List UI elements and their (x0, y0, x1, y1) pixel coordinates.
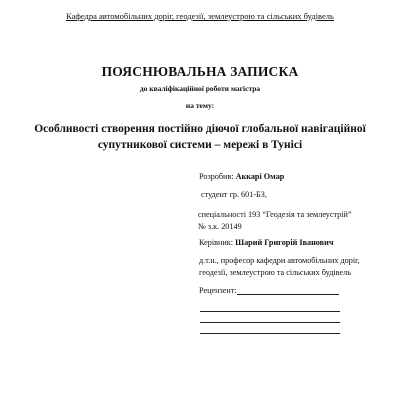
thesis-topic (20, 121, 380, 153)
author-record-book: № з.к. 20149 (198, 222, 242, 231)
author-name: Аккарі Омар (235, 172, 285, 181)
topic-intro: на тему: (185, 101, 215, 110)
reviewer-signature-line (237, 294, 339, 295)
thesis-topic-line-1: Особливості створення постійно діючої глобальної навігаційної (34, 123, 366, 135)
supervisor-row (199, 238, 333, 247)
author-specialty: спеціальності 193 “Геодезія та землеустрій” (198, 210, 352, 219)
supervisor-position-line-2: геодезії, землеустрою та сільських будівель (199, 268, 351, 277)
supervisor-position-line-1: д.т.н., професор кафедри автомобільних доріг, (199, 256, 360, 265)
thesis-topic-line-2: супутникової системи – мережі в Тунісі (97, 139, 303, 151)
author-row (199, 172, 284, 181)
author-label: Розробив: (199, 172, 234, 181)
reviewer-blank-line (200, 322, 340, 323)
document-subtitle: до кваліфікаційної роботи магістра (139, 84, 261, 93)
author-group: студент гр. 601-БЗ, (201, 190, 267, 199)
reviewer-label: Рецензент: (199, 286, 237, 295)
reviewer-blank-line (200, 333, 340, 334)
department-header: Кафедра автомобільних доріг, геодезії, землеустрою та сільських будівель (66, 11, 334, 21)
document-title: ПОЯСНЮВАЛЬНА ЗАПИСКА (101, 64, 299, 79)
supervisor-label: Керівник: (199, 238, 234, 247)
reviewer-blank-line (200, 311, 340, 312)
supervisor-name: Шарий Григорій Іванович (235, 238, 334, 247)
